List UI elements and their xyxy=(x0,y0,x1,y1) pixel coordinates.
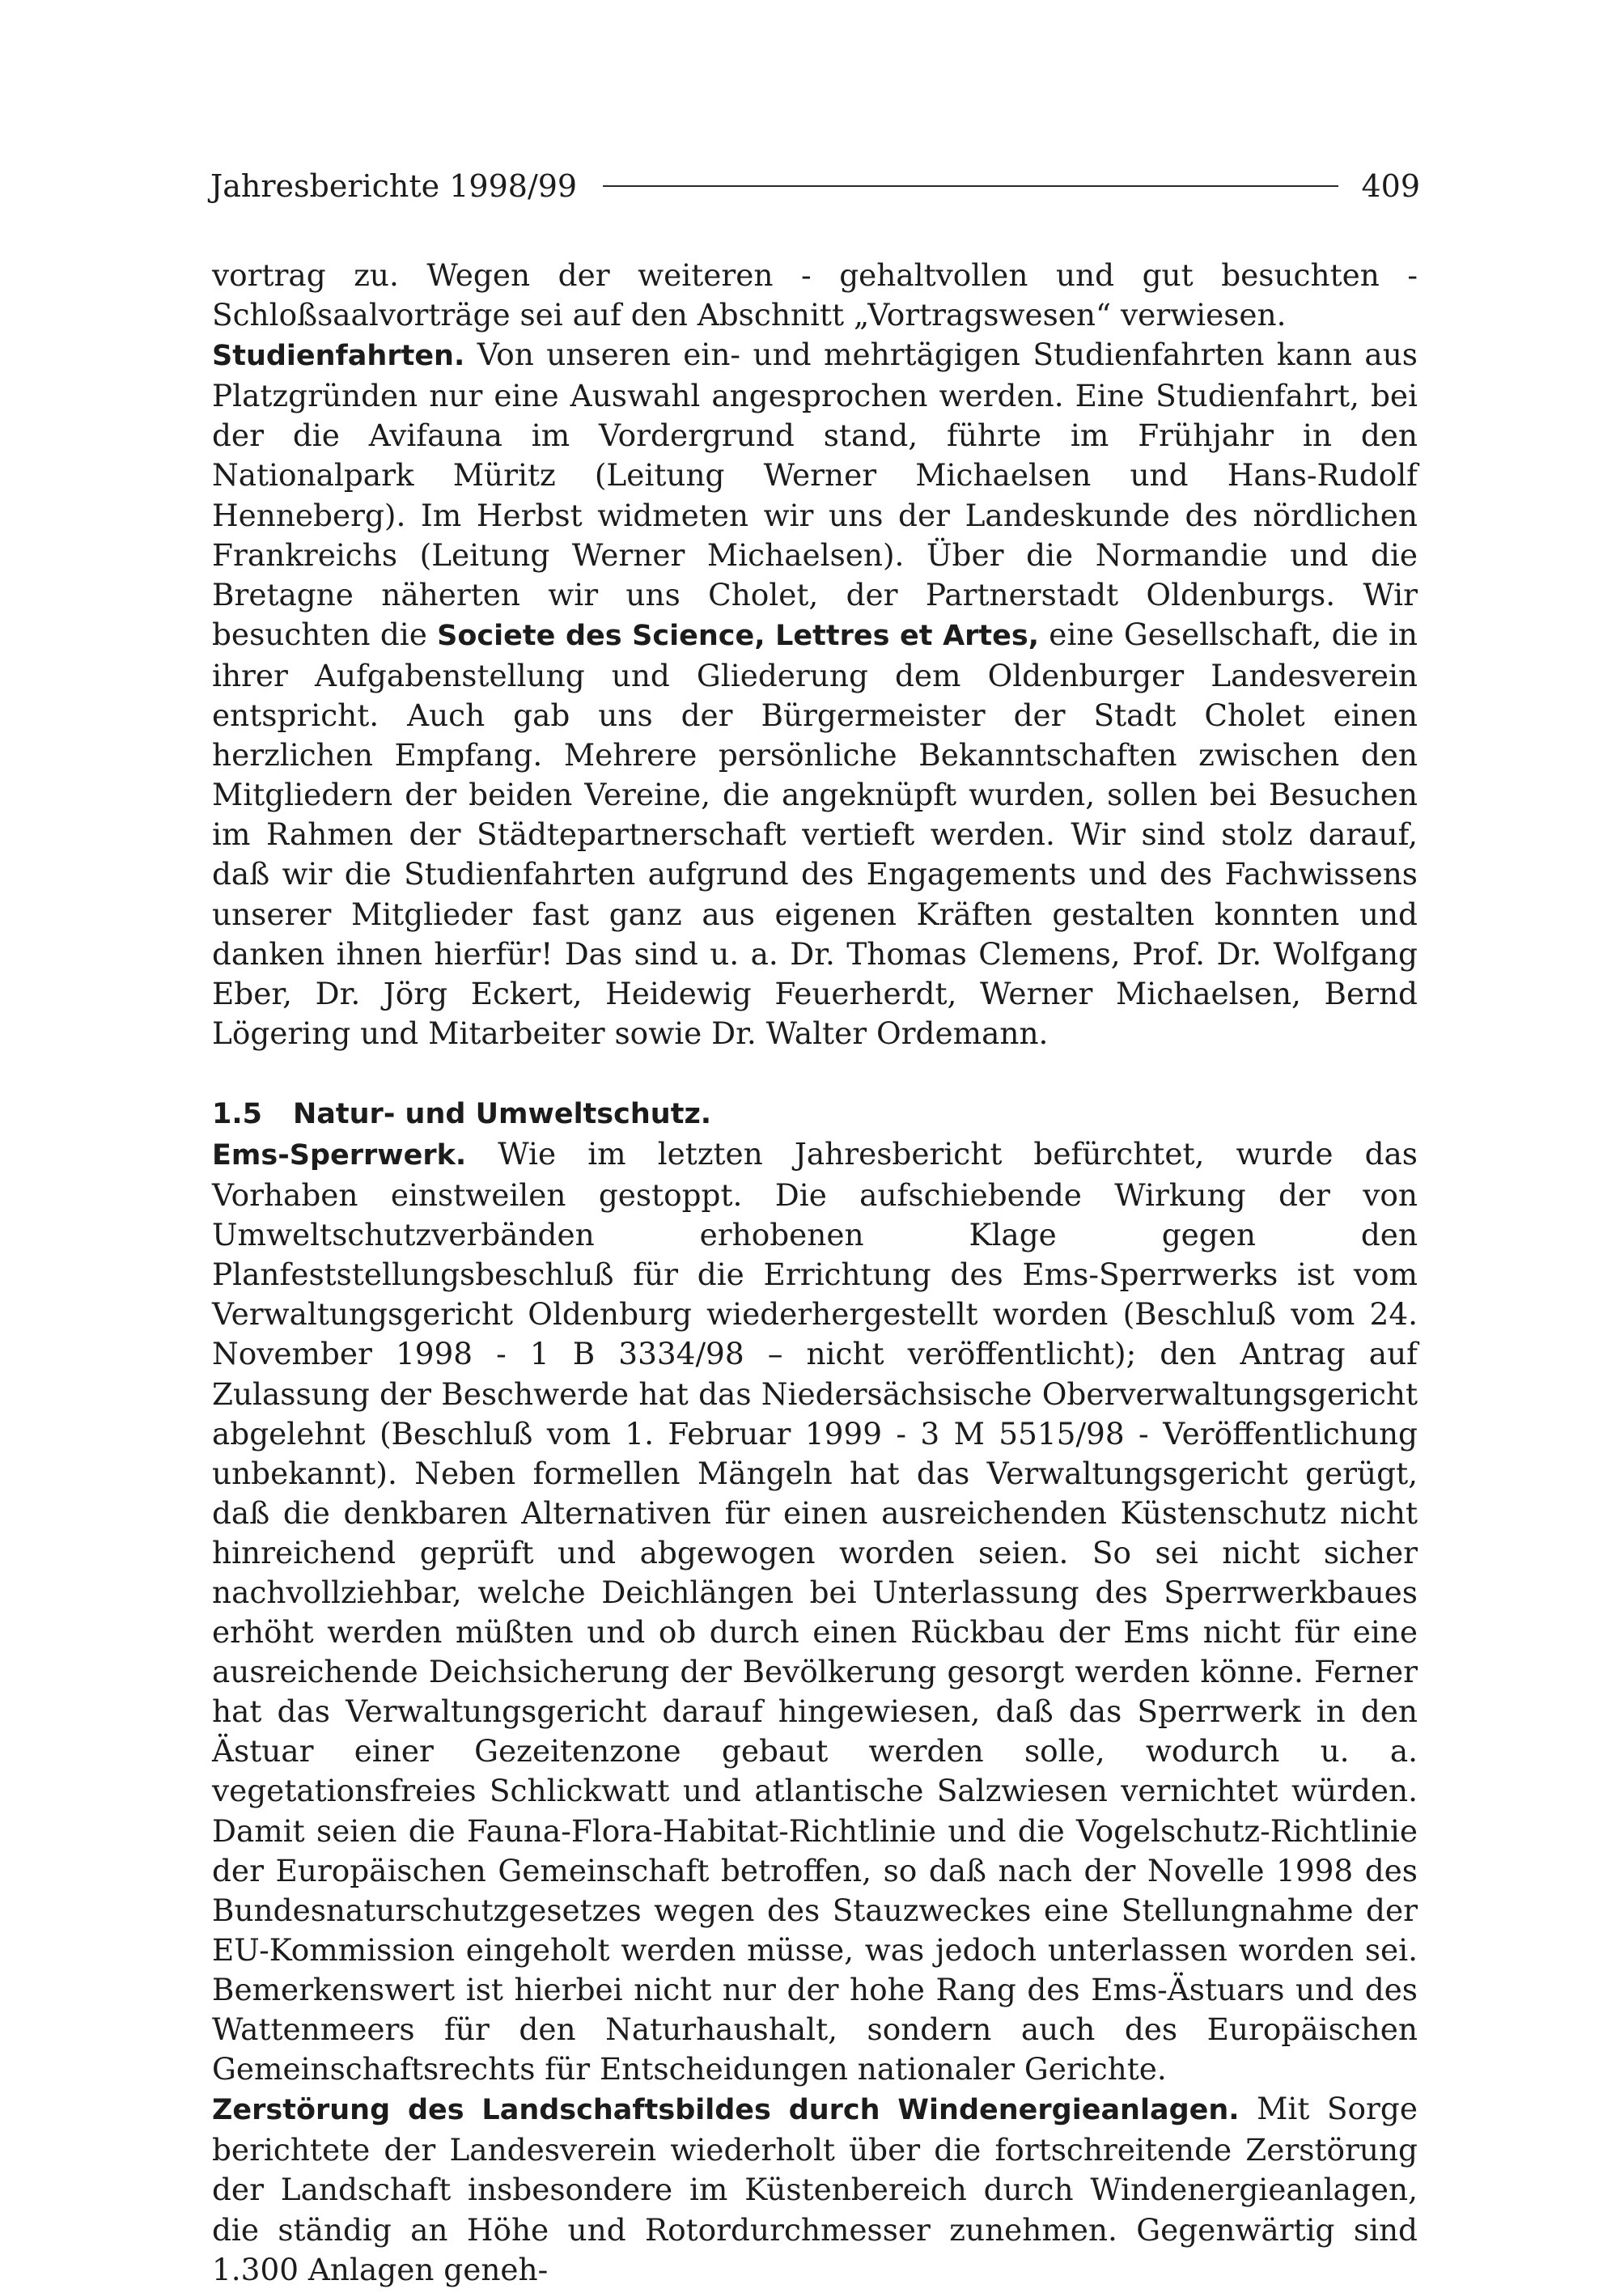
page-number: 409 xyxy=(1361,168,1420,204)
paragraph-lead: Studienfahrten. xyxy=(212,340,465,373)
paragraph-windenergie xyxy=(212,2089,1418,2289)
section-number: 1.5 xyxy=(212,1097,263,1130)
running-title: Jahresberichte 1998/99 xyxy=(210,168,578,204)
paragraph-studienfahrten xyxy=(212,335,1418,1053)
paragraph-text: Mit Sorge berichtete der Landesverein wiederholt über die fortschreitende Zerstörung der Landschaft insbesondere im Küstenbereich durch Windenergieanlagen, die ständig an Höhe und Rotordurchmesser zunehmen. Gegenwärtig sind 1.300 Anlagen geneh- xyxy=(212,2091,1418,2287)
paragraph-text: Wie im letzten Jahresbericht befürchtet, wurde das Vorhaben einstweilen gestoppt. Die aufschiebende Wirkung der von Umweltschutzverbänden erhobenen Klage gegen den Planfeststellungsbeschluß für die Errichtung des Ems-Sperrwerks ist vom Verwaltungsgericht Oldenburg wiederhergestellt worden (Beschluß vom 24. November 1998 - 1 B 3334/98 – nicht veröffentlicht); den Antrag auf Zulassung der Beschwerde hat das Niedersächsische Oberverwaltungsgericht abgelehnt (Beschluß vom 1. Februar 1999 - 3 M 5515/98 - Veröffentlichung unbekannt). Neben formellen Mängeln hat das Verwaltungsgericht gerügt, daß die denkbaren Alternativen für einen ausreichenden Küstenschutz nicht hinreichend geprüft und abgewogen worden seien. So sei nicht sicher nachvollziehbar, welche Deichlängen bei Unterlassung des Sperrwerkbaues erhöht werden müßten und ob durch einen Rückbau der Ems nicht für eine ausreichende Deichsicherung der Bevölkerung gesorgt werden könne. Ferner hat das Verwaltungsgericht darauf hingewiesen, daß das Sperrwerk in den Ästuar einer Gezeitenzone gebaut werden solle, wodurch u. a. vegetationsfreies Schlickwatt und atlantische Salzwiesen vernichtet würden. Damit seien die Fauna-Flora-Habitat-Richtlinie und die Vogelschutz-Richtlinie der Europäischen Gemeinschaft betroffen, so daß nach der Novelle 1998 des Bundesnaturschutzgesetzes wegen des Stauzweckes eine Stellungnahme der EU-Kommission eingeholt werden müsse, was jedoch unterlassen worden sei. Bemerkenswert ist hierbei nicht nur der hohe Rang des Ems-Ästuars und des Wattenmeers für den Naturhaushalt, sondern auch des Europäischen Gemeinschaftsrechts für Entscheidungen nationaler Gerichte. xyxy=(212,1135,1418,2087)
paragraph-text: eine Gesellschaft, die in ihrer Aufgabenstellung und Gliederung dem Oldenburger Landesverein entspricht. Auch gab uns der Bürgermeister der Stadt Cholet einen herzlichen Empfang. Mehrere persönliche Bekanntschaften zwischen den Mitgliedern der beiden Vereine, die angeknüpft wurden, sollen bei Besuchen im Rahmen der Städtepartnerschaft vertieft werden. Wir sind stolz darauf, daß wir die Studienfahrten aufgrund des Engagements und des Fachwissens unserer Mitglieder fast ganz aus eigenen Kräften gestalten konnten und danken ihnen hierfür! Das sind u. a. Dr. Thomas Clemens, Prof. Dr. Wolfgang Eber, Dr. Jörg Eckert, Heidewig Feuerherdt, Werner Michaelsen, Bernd Lögering und Mitarbeiter sowie Dr. Walter Ordemann. xyxy=(212,616,1418,1051)
paragraph-continuation xyxy=(212,256,1418,335)
paragraph-lead: Zerstörung des Landschaftsbildes durch Windenergieanlagen. xyxy=(212,2094,1240,2127)
paragraph-lead: Ems-Sperrwerk. xyxy=(212,1138,467,1172)
body-text xyxy=(212,256,1418,2290)
paragraph-ems-sperrwerk xyxy=(212,1134,1418,2089)
header-rule xyxy=(603,185,1338,187)
running-header xyxy=(210,162,1420,210)
paragraph-text: vortrag zu. Wegen der weiteren - gehaltvollen und gut besuchten - Schloßsaalvorträge sei auf den Abschnitt „Vortragswesen“ verwiesen. xyxy=(212,257,1418,333)
paragraph-text: Von unseren ein- und mehrtägigen Studienfahrten kann aus Platzgründen nur eine Auswahl angesprochen werden. Eine Studienfahrt, bei der die Avifauna im Vordergrund stand, führte im Frühjahr in den Nationalpark Müritz (Leitung Werner Michaelsen und Hans-Rudolf Henneberg). Im Herbst widmeten wir uns der Landeskunde des nördlichen Frankreichs (Leitung Werner Michaelsen). Über die Normandie und die Bretagne näherten wir uns Cholet, der Partnerstadt Oldenburgs. Wir besuchten die xyxy=(212,337,1418,652)
section-title: Natur- und Umweltschutz. xyxy=(293,1097,712,1130)
section-heading xyxy=(212,1095,1418,1134)
society-name: Societe des Science, Lettres et Artes, xyxy=(437,619,1040,652)
